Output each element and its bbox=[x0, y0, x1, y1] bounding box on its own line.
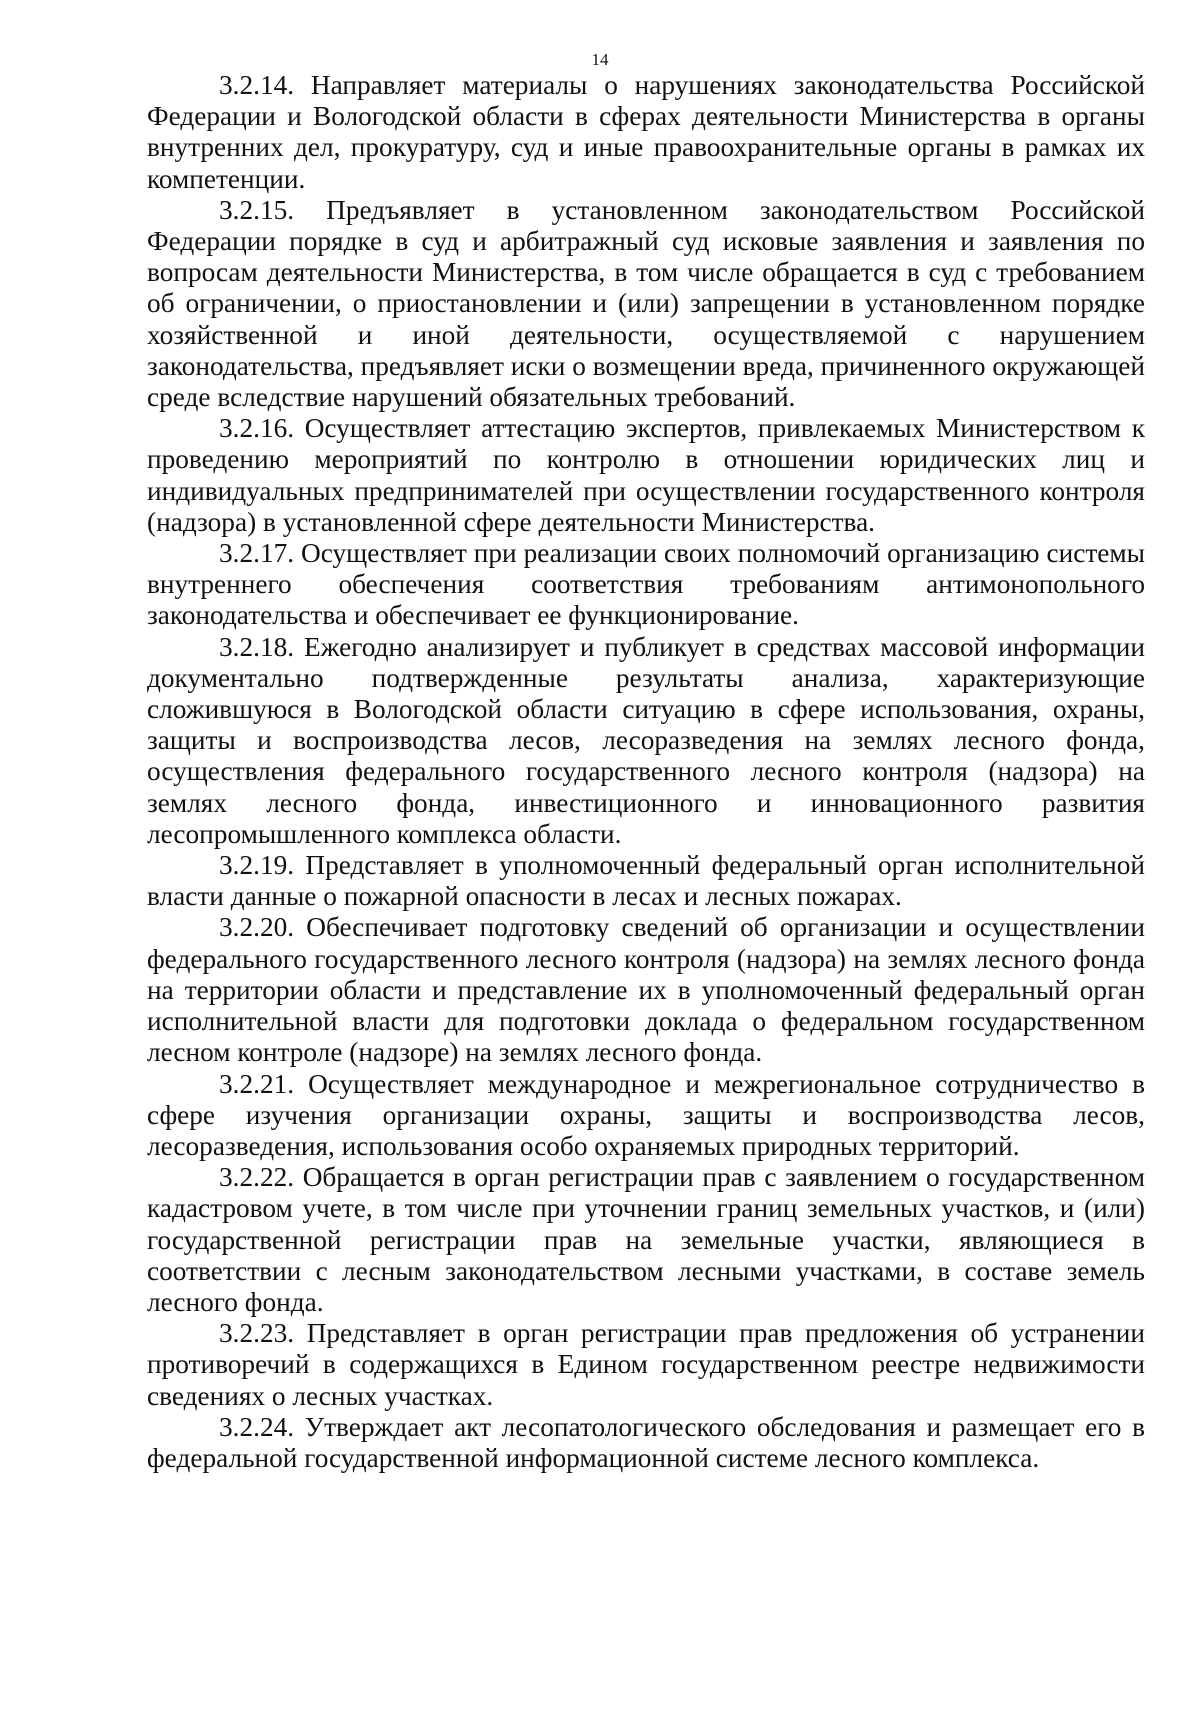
paragraph-3-2-24: 3.2.24. Утверждает акт лесопатологического обследования и размещает его в федеральной государственной информационной системе лесного комплекса. bbox=[147, 1411, 1145, 1473]
paragraph-3-2-15: 3.2.15. Предъявляет в установленном законодательством Российской Федерации порядке в суд и арбитражный суд исковые заявления и заявления по вопросам деятельности Министерства, в том числе обращается в суд с требованием об ограничении, о приостановлении и (или) запрещении в установленном порядке хозяйственной и иной деятельности, осуществляемой с нарушением законодательства, предъявляет иски о возмещении вреда, причиненного окружающей среде вследствие нарушений обязательных требований. bbox=[147, 194, 1145, 413]
paragraph-3-2-19: 3.2.19. Представляет в уполномоченный федеральный орган исполнительной власти данные о пожарной опасности в лесах и лесных пожарах. bbox=[147, 850, 1145, 912]
paragraph-3-2-21: 3.2.21. Осуществляет международное и межрегиональное сотрудничество в сфере изучения организации охраны, защиты и воспроизводства лесов, лесоразведения, использования особо охраняемых природных территорий. bbox=[147, 1068, 1145, 1161]
paragraph-3-2-18: 3.2.18. Ежегодно анализирует и публикует в средствах массовой информации документально подтвержденные результаты анализа, характеризующие сложившуюся в Вологодской области ситуацию в сфере использования, охраны, защиты и воспроизводства лесов, лесоразведения на землях лесного фонда, осуществления федерального государственного лесного контроля (надзора) на землях лесного фонда, инвестиционного и инновационного развития лесопромышленного комплекса области. bbox=[147, 631, 1145, 849]
paragraph-3-2-17: 3.2.17. Осуществляет при реализации своих полномочий организацию системы внутреннего обеспечения соответствия требованиям антимонопольного законодательства и обеспечивает ее функционирование. bbox=[147, 538, 1145, 631]
paragraph-3-2-20: 3.2.20. Обеспечивает подготовку сведений об организации и осуществлении федерального государственного лесного контроля (надзора) на землях лесного фонда на территории области и представление их в уполномоченный федеральный орган исполнительной власти для подготовки доклада о федеральном государственном лесном контроле (надзоре) на землях лесного фонда. bbox=[147, 912, 1145, 1068]
paragraph-3-2-23: 3.2.23. Представляет в орган регистрации прав предложения об устранении противоречий в содержащихся в Едином государственном реестре недвижимости сведениях о лесных участках. bbox=[147, 1318, 1145, 1411]
page-number: 14 bbox=[591, 50, 609, 69]
paragraph-3-2-22: 3.2.22. Обращается в орган регистрации прав с заявлением о государственном кадастровом учете, в том числе при уточнении границ земельных участков, и (или) государственной регистрации прав на земельные участки, являющиеся в соответствии с лесным законодательством лесными участками, в составе земель лесного фонда. bbox=[147, 1162, 1145, 1317]
paragraph-3-2-16: 3.2.16. Осуществляет аттестацию экспертов, привлекаемых Министерством к проведению мероприятий по контролю в отношении юридических лиц и индивидуальных предпринимателей при осуществлении государственного контроля (надзора) в установленной сфере деятельности Министерства. bbox=[147, 413, 1145, 537]
paragraph-3-2-14: 3.2.14. Направляет материалы о нарушениях законодательства Российской Федерации и Вологодской области в сферах деятельности Министерства в органы внутренних дел, прокуратуру, суд и иные правоохранительные органы в рамках их компетенции. bbox=[147, 70, 1145, 194]
document-body bbox=[147, 70, 1145, 1474]
